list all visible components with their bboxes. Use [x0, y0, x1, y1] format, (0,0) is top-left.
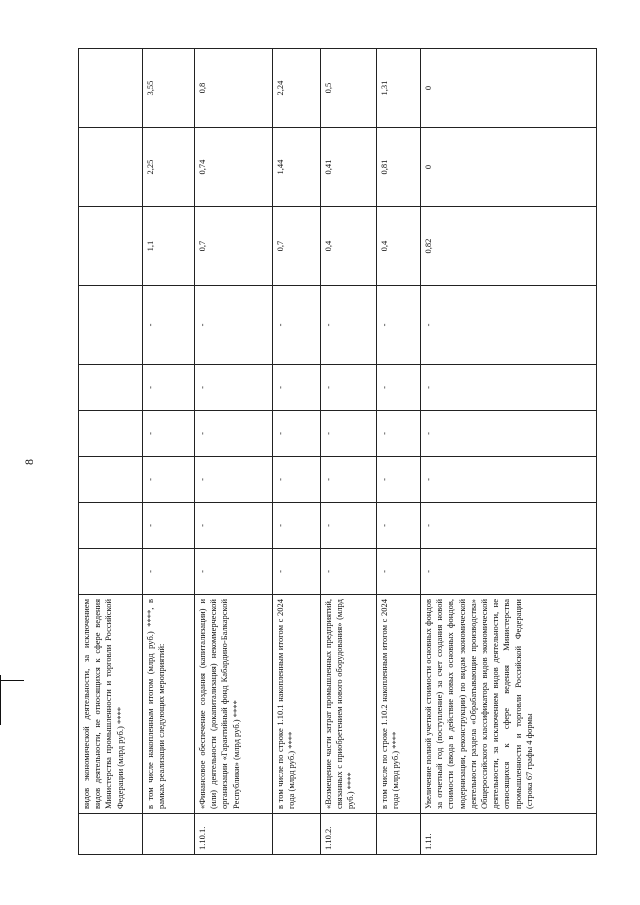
year-cell: -: [321, 365, 377, 411]
year-cell: -: [273, 286, 321, 365]
year-cell: -: [321, 411, 377, 457]
year-cell: [79, 411, 143, 457]
year-cell: -: [273, 503, 321, 549]
value-cell-v1: 1,1: [143, 207, 195, 286]
value-cell-v2: 0,81: [377, 128, 421, 207]
value-cell-v1: 0,4: [321, 207, 377, 286]
table-row: [321, 49, 377, 855]
year-cell: -: [195, 549, 273, 595]
year-cell: -: [377, 286, 421, 365]
year-cell: -: [195, 411, 273, 457]
year-cell: -: [421, 503, 597, 549]
year-cell: -: [143, 411, 195, 457]
value-cell-v2: 0,74: [195, 128, 273, 207]
value-cell-v3: 0,5: [321, 49, 377, 128]
table-row: [377, 49, 421, 855]
year-cell: -: [377, 549, 421, 595]
value-cell-v1: 0,82: [421, 207, 597, 286]
indicator-name: «Возмещение части затрат промышленных предприятий, связанных с приобретением нового оборудования» (млрд руб.) ****: [321, 595, 377, 814]
indicator-name: в том числе накопленным итогом (млрд руб.) ****, в рамках реализации следующих мероприятий:: [143, 595, 195, 814]
table-row: [273, 49, 321, 855]
value-cell-v3: 3,55: [143, 49, 195, 128]
value-cell-v1: 0,7: [273, 207, 321, 286]
year-cell: -: [377, 411, 421, 457]
indicator-name: «Финансовое обеспечение создания (капитализации) и (или) деятельности (докапитализация) некоммерческой организации «Гарантийный фонд Кабардино-Балкарской Республики» (млрд руб.) ****: [195, 595, 273, 814]
indicator-name: в том числе по строке 1.10.1 накопленным итогом с 2024 года (млрд руб.) ****: [273, 595, 321, 814]
top-mark-tick: [0, 680, 24, 681]
year-cell: [79, 365, 143, 411]
year-cell: -: [273, 549, 321, 595]
indicator-name: в том числе по строке 1.10.2 накопленным итогом с 2024 года (млрд руб.) ****: [377, 595, 421, 814]
value-cell-v2: 1,44: [273, 128, 321, 207]
year-cell: -: [143, 503, 195, 549]
year-cell: -: [377, 457, 421, 503]
year-cell: -: [421, 286, 597, 365]
value-cell-v3: 1,31: [377, 49, 421, 128]
value-cell-v2: 2,25: [143, 128, 195, 207]
year-cell: -: [321, 503, 377, 549]
indicators-table-body: [79, 49, 597, 855]
year-cell: -: [195, 503, 273, 549]
value-cell-v3: 0,8: [195, 49, 273, 128]
year-cell: [79, 286, 143, 365]
year-cell: -: [421, 549, 597, 595]
row-number: 1.10.1.: [195, 814, 273, 855]
row-number: [143, 814, 195, 855]
value-cell-v3: 2,24: [273, 49, 321, 128]
value-cell-v2: 0,41: [321, 128, 377, 207]
value-cell-v3: [79, 49, 143, 128]
year-cell: -: [273, 457, 321, 503]
year-cell: [79, 457, 143, 503]
year-cell: -: [273, 365, 321, 411]
indicators-table: [78, 48, 597, 855]
row-number: [273, 814, 321, 855]
table-row: [143, 49, 195, 855]
value-cell-v3: 0: [421, 49, 597, 128]
value-cell-v2: [79, 128, 143, 207]
year-cell: -: [421, 411, 597, 457]
indicator-name: Увеличение полной учетной стоимости основных фондов за отчетный год (поступление) за счет создания новой стоимости (ввода в действие новых основных фондов, модернизации, реконструкции) по видам экономической деятельности раздела «Обрабатывающие производства» Общероссийского классификатора видов экономической деятельности, за исключением видов деятельности, не относящихся к сфере ведения Министерства промышленности и торговли Российской Федерации (строка 67 графы 4 формы: [421, 595, 597, 814]
value-cell-v1: [79, 207, 143, 286]
year-cell: -: [421, 365, 597, 411]
top-mark-line: [0, 675, 1, 725]
row-number: [79, 814, 143, 855]
row-number: 1.10.2.: [321, 814, 377, 855]
row-number: [377, 814, 421, 855]
year-cell: -: [321, 549, 377, 595]
page-number: 8: [22, 459, 36, 465]
year-cell: -: [273, 411, 321, 457]
table-row: [421, 49, 597, 855]
table-row: [195, 49, 273, 855]
value-cell-v2: 0: [421, 128, 597, 207]
year-cell: -: [143, 286, 195, 365]
year-cell: -: [195, 286, 273, 365]
value-cell-v1: 0,7: [195, 207, 273, 286]
year-cell: -: [421, 457, 597, 503]
year-cell: [79, 549, 143, 595]
table-row: [79, 49, 143, 855]
year-cell: -: [321, 286, 377, 365]
year-cell: -: [195, 365, 273, 411]
year-cell: -: [143, 549, 195, 595]
year-cell: -: [377, 503, 421, 549]
year-cell: -: [143, 457, 195, 503]
year-cell: -: [143, 365, 195, 411]
row-number: 1.11.: [421, 814, 597, 855]
year-cell: -: [377, 365, 421, 411]
year-cell: [79, 503, 143, 549]
indicator-name: видов экономической деятельности, за исключением видов деятельности, не относящихся к сфере ведения Министерства промышленности и торговли Российской Федерации (млрд руб.) ****: [79, 595, 143, 814]
value-cell-v1: 0,4: [377, 207, 421, 286]
year-cell: -: [195, 457, 273, 503]
year-cell: -: [321, 457, 377, 503]
